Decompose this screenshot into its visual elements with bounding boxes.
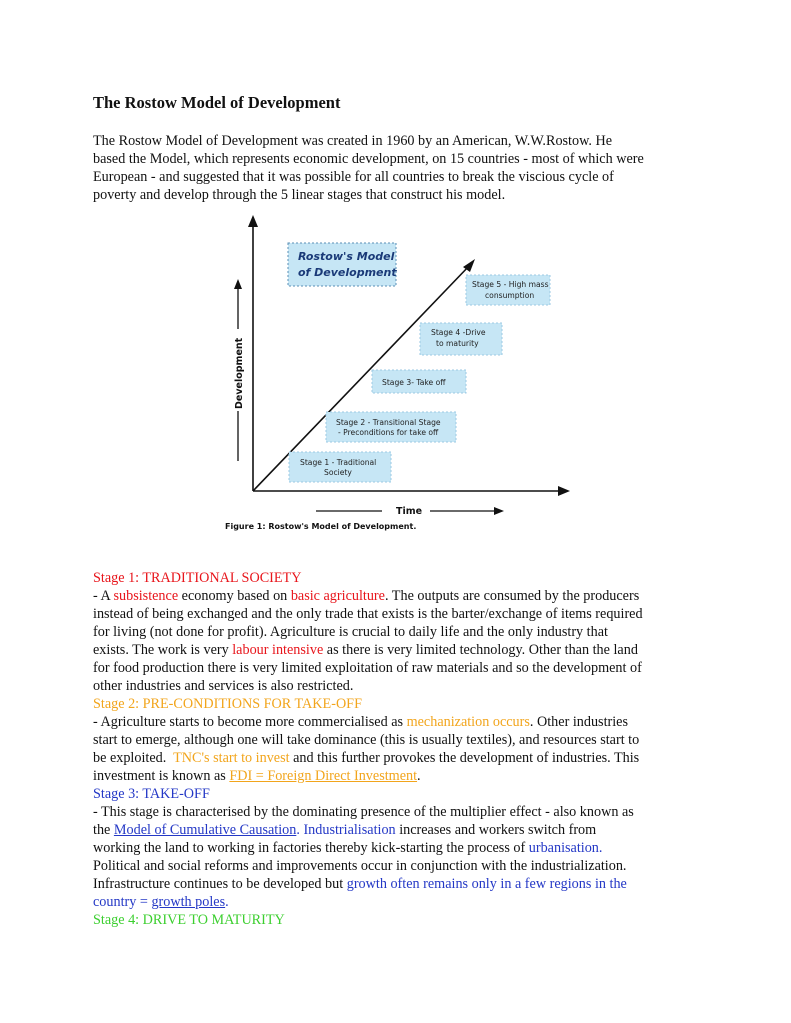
subsistence-term: subsistence [113, 588, 179, 604]
stage-5-sublabel: consumption [485, 291, 535, 300]
stage-box-4 [420, 323, 502, 355]
rostow-figure [220, 213, 580, 535]
y-axis-label: Development [234, 337, 245, 409]
stage-2-line: start to emerge, although one will take dominance (this is usually textiles), and resources start to [93, 732, 640, 748]
intro-line: The Rostow Model of Development was created in 1960 by an American, W.W.Rostow. He [93, 133, 613, 149]
stage-1-line: other industries and services is also restricted. [93, 678, 354, 694]
stage-box-1 [289, 452, 391, 482]
page-title: The Rostow Model of Development [93, 93, 341, 112]
y-axis-arrow [248, 215, 258, 227]
stage-1-label: Stage 1 - Traditional [300, 458, 377, 467]
mechanization-term: mechanization occurs [406, 714, 530, 730]
tnc-invest-term: TNC's start to invest [173, 750, 290, 766]
stage-4-label: Stage 4 -Drive [431, 328, 486, 337]
stage-box-5 [466, 275, 550, 305]
rostow-diagram [220, 213, 580, 535]
stage-1-sublabel: Society [324, 468, 352, 477]
intro-line: European - and suggested that it was possible for all countries to break the viscious cycle of [93, 169, 614, 185]
stage-1-line: for living (not done for profit). Agriculture is crucial to daily life and the only industry that [93, 624, 608, 640]
x-axis-label: Time [396, 506, 423, 517]
stage-1-line: for food production there is very limited exploitation of raw materials and so the development of [93, 660, 642, 676]
stage-3-heading: Stage 3: TAKE-OFF [93, 786, 210, 802]
labour-intensive-term: labour intensive [232, 642, 324, 658]
urbanisation-term: urbanisation [528, 840, 599, 856]
stage-2-line: investment is known as FDI = Foreign Direct Investment. [93, 768, 421, 784]
stage-box-3 [372, 370, 466, 393]
growth-regions-term: growth often remains only in a few regions in the [346, 876, 627, 892]
stage-5-label: Stage 5 - High mass [472, 280, 549, 289]
stage-2-line: be exploited. TNC's start to invest and this further provokes the development of industries. This [93, 750, 640, 766]
stage-2-label: Stage 2 - Transitional Stage [336, 418, 441, 427]
intro-line: based the Model, which represents economic development, on 15 countries - most of which were [93, 151, 644, 167]
figure-caption: Figure 1: Rostow's Model of Development. [225, 522, 417, 531]
intro-line: poverty and develop through the 5 linear stages that construct his model. [93, 187, 506, 203]
stage-4-heading: Stage 4: DRIVE TO MATURITY [93, 912, 285, 928]
stage-1-line: instead of being exchanged and the only trade that exists is the barter/exchange of items required [93, 606, 643, 622]
model-title-line2: of Development [298, 266, 397, 279]
stages-section [93, 569, 703, 929]
x-axis-arrow [558, 486, 570, 496]
basic-agriculture-term: basic agriculture [290, 588, 385, 604]
stage-3-line: country = growth poles. [93, 894, 229, 910]
stage-4-sublabel: to maturity [436, 339, 479, 348]
stage-1-heading: Stage 1: TRADITIONAL SOCIETY [93, 570, 302, 586]
stage-1-line: - A subsistence economy based on basic agriculture. The outputs are consumed by the producers [93, 588, 640, 604]
stage-box-2 [326, 412, 456, 442]
stage-3-line: the Model of Cumulative Causation. Industrialisation increases and workers switch from [93, 822, 597, 838]
stage-3-label: Stage 3- Take off [382, 378, 446, 387]
stage-3-line: working the land to working in factories thereby kick-starting the process of urbanisation. [93, 840, 603, 856]
cumulative-causation-link[interactable]: Model of Cumulative Causation [113, 822, 297, 838]
stage-2-line: - Agriculture starts to become more commercialised as mechanization occurs. Other industries [93, 714, 629, 730]
intro-paragraph [93, 132, 703, 204]
growth-poles-link[interactable]: growth poles [151, 894, 226, 910]
stage-2-heading: Stage 2: PRE-CONDITIONS FOR TAKE-OFF [93, 696, 362, 712]
stage-1-line: exists. The work is very labour intensive as there is very limited technology. Other than the land [93, 642, 638, 658]
fdi-link[interactable]: FDI = Foreign Direct Investment [229, 768, 418, 784]
stage-2-sublabel: - Preconditions for take off [338, 428, 439, 437]
stage-3-line: Infrastructure continues to be developed but growth often remains only in a few regions in the [93, 876, 627, 892]
stage-3-line: Political and social reforms and improvements occur in conjunction with the industrialization. [93, 858, 627, 874]
stage-3-line: - This stage is characterised by the dominating presence of the multiplier effect - also known as [93, 804, 634, 820]
y-label-arrow-head [234, 279, 242, 289]
industrialisation-term: Industrialisation [303, 822, 396, 838]
x-label-arrow-head [494, 507, 504, 515]
model-title-line1: Rostow's Model [298, 250, 395, 263]
